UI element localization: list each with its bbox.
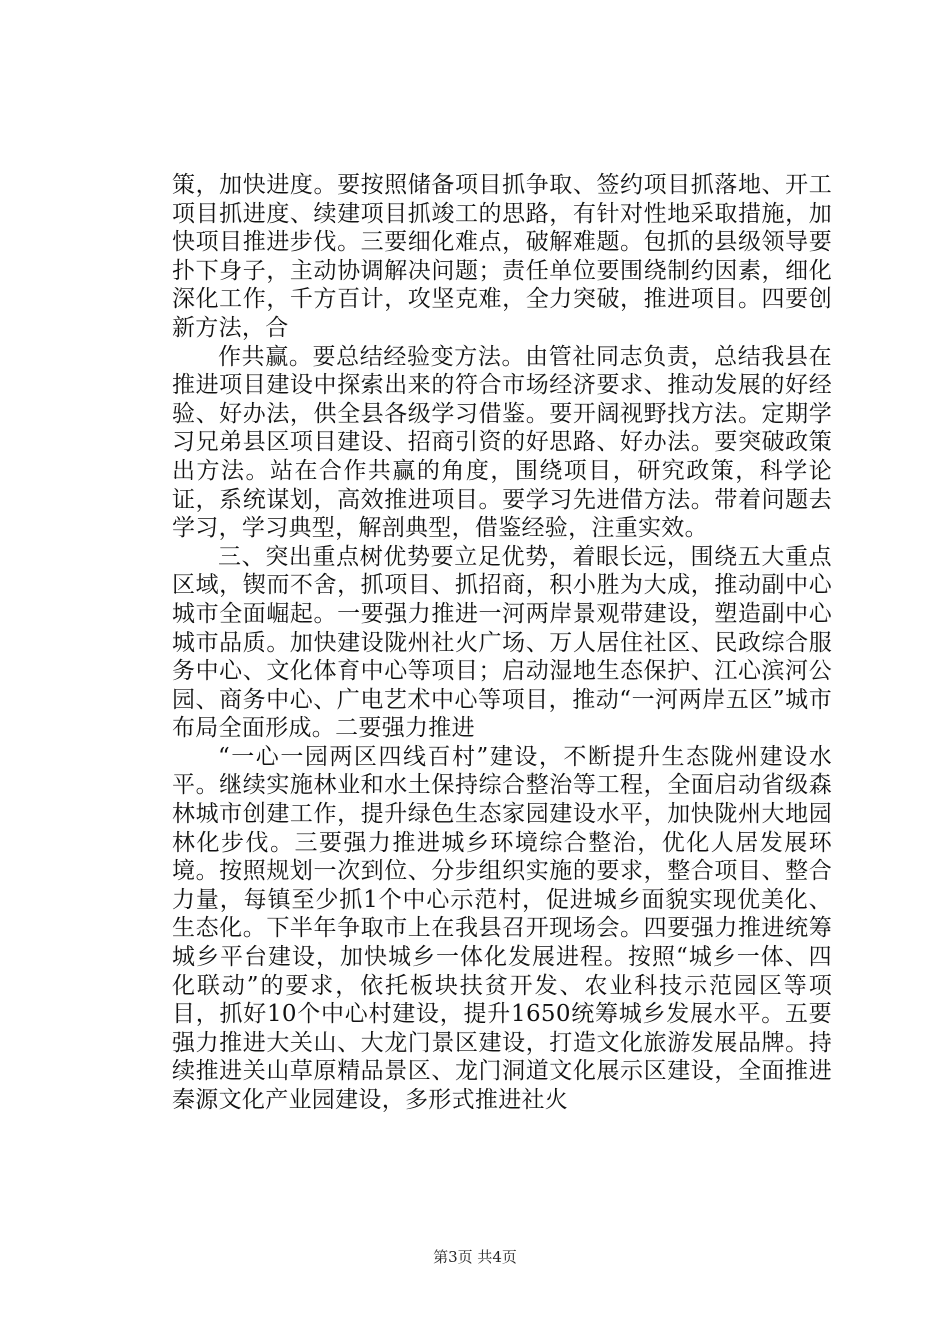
page-number: 第3页 共4页 xyxy=(433,1248,517,1266)
paragraph-3: 三、突出重点树优势要立足优势，着眼长远，围绕五大重点区域，锲而不舍，抓项目、抓招商，积小胜为大成，推动副中心城市全面崛起。一要强力推进一河两岸景观带建设，塑造副中心城市品质。加快建设陇州社火广场、万人居住社区、民政综合服务中心、文化体育中心等项目；启动湿地生态保护、江心滨河公园、商务中心、广电艺术中心等项目，推动“一河两岸五区”城市布局全面形成。二要强力推进 xyxy=(172,543,832,742)
page-footer xyxy=(0,1247,950,1267)
document-body xyxy=(172,171,832,1115)
paragraph-2: 作共赢。要总结经验变方法。由管社同志负责，总结我县在推进项目建设中探索出来的符合市场经济要求、推动发展的好经验、好办法，供全县各级学习借鉴。要开阔视野找方法。定期学习兄弟县区项目建设、招商引资的好思路、好办法。要突破政策出方法。站在合作共赢的角度，围绕项目，研究政策，科学论证，系统谋划，高效推进项目。要学习先进借方法。带着问题去学习，学习典型，解剖典型，借鉴经验，注重实效。 xyxy=(172,343,832,542)
paragraph-1: 策，加快进度。要按照储备项目抓争取、签约项目抓落地、开工项目抓进度、续建项目抓竣工的思路，有针对性地采取措施，加快项目推进步伐。三要细化难点，破解难题。包抓的县级领导要扑下身子，主动协调解决问题；责任单位要围绕制约因素，细化深化工作，千方百计，攻坚克难，全力突破，推进项目。四要创新方法，合 xyxy=(172,172,832,341)
paragraph-4: “一心一园两区四线百村”建设，不断提升生态陇州建设水平。继续实施林业和水土保持综合整治等工程，全面启动省级森林城市创建工作，提升绿色生态家园建设水平，加快陇州大地园林化步伐。三要强力推进城乡环境综合整治，优化人居发展环境。按照规划一次到位、分步组织实施的要求，整合项目、整合力量，每镇至少抓1个中心示范村，促进城乡面貌实现优美化、生态化。下半年争取市上在我县召开现场会。四要强力推进统筹城乡平台建设，加快城乡一体化发展进程。按照“城乡一体、四化联动”的要求，依托板块扶贫开发、农业科技示范园区等项目，抓好10个中心村建设，提升1650统筹城乡发展水平。五要强力推进大关山、大龙门景区建设，打造文化旅游发展品牌。持续推进关山草原精品景区、龙门洞道文化展示区建设，全面推进秦源文化产业园建设，多形式推进社火 xyxy=(172,743,832,1113)
